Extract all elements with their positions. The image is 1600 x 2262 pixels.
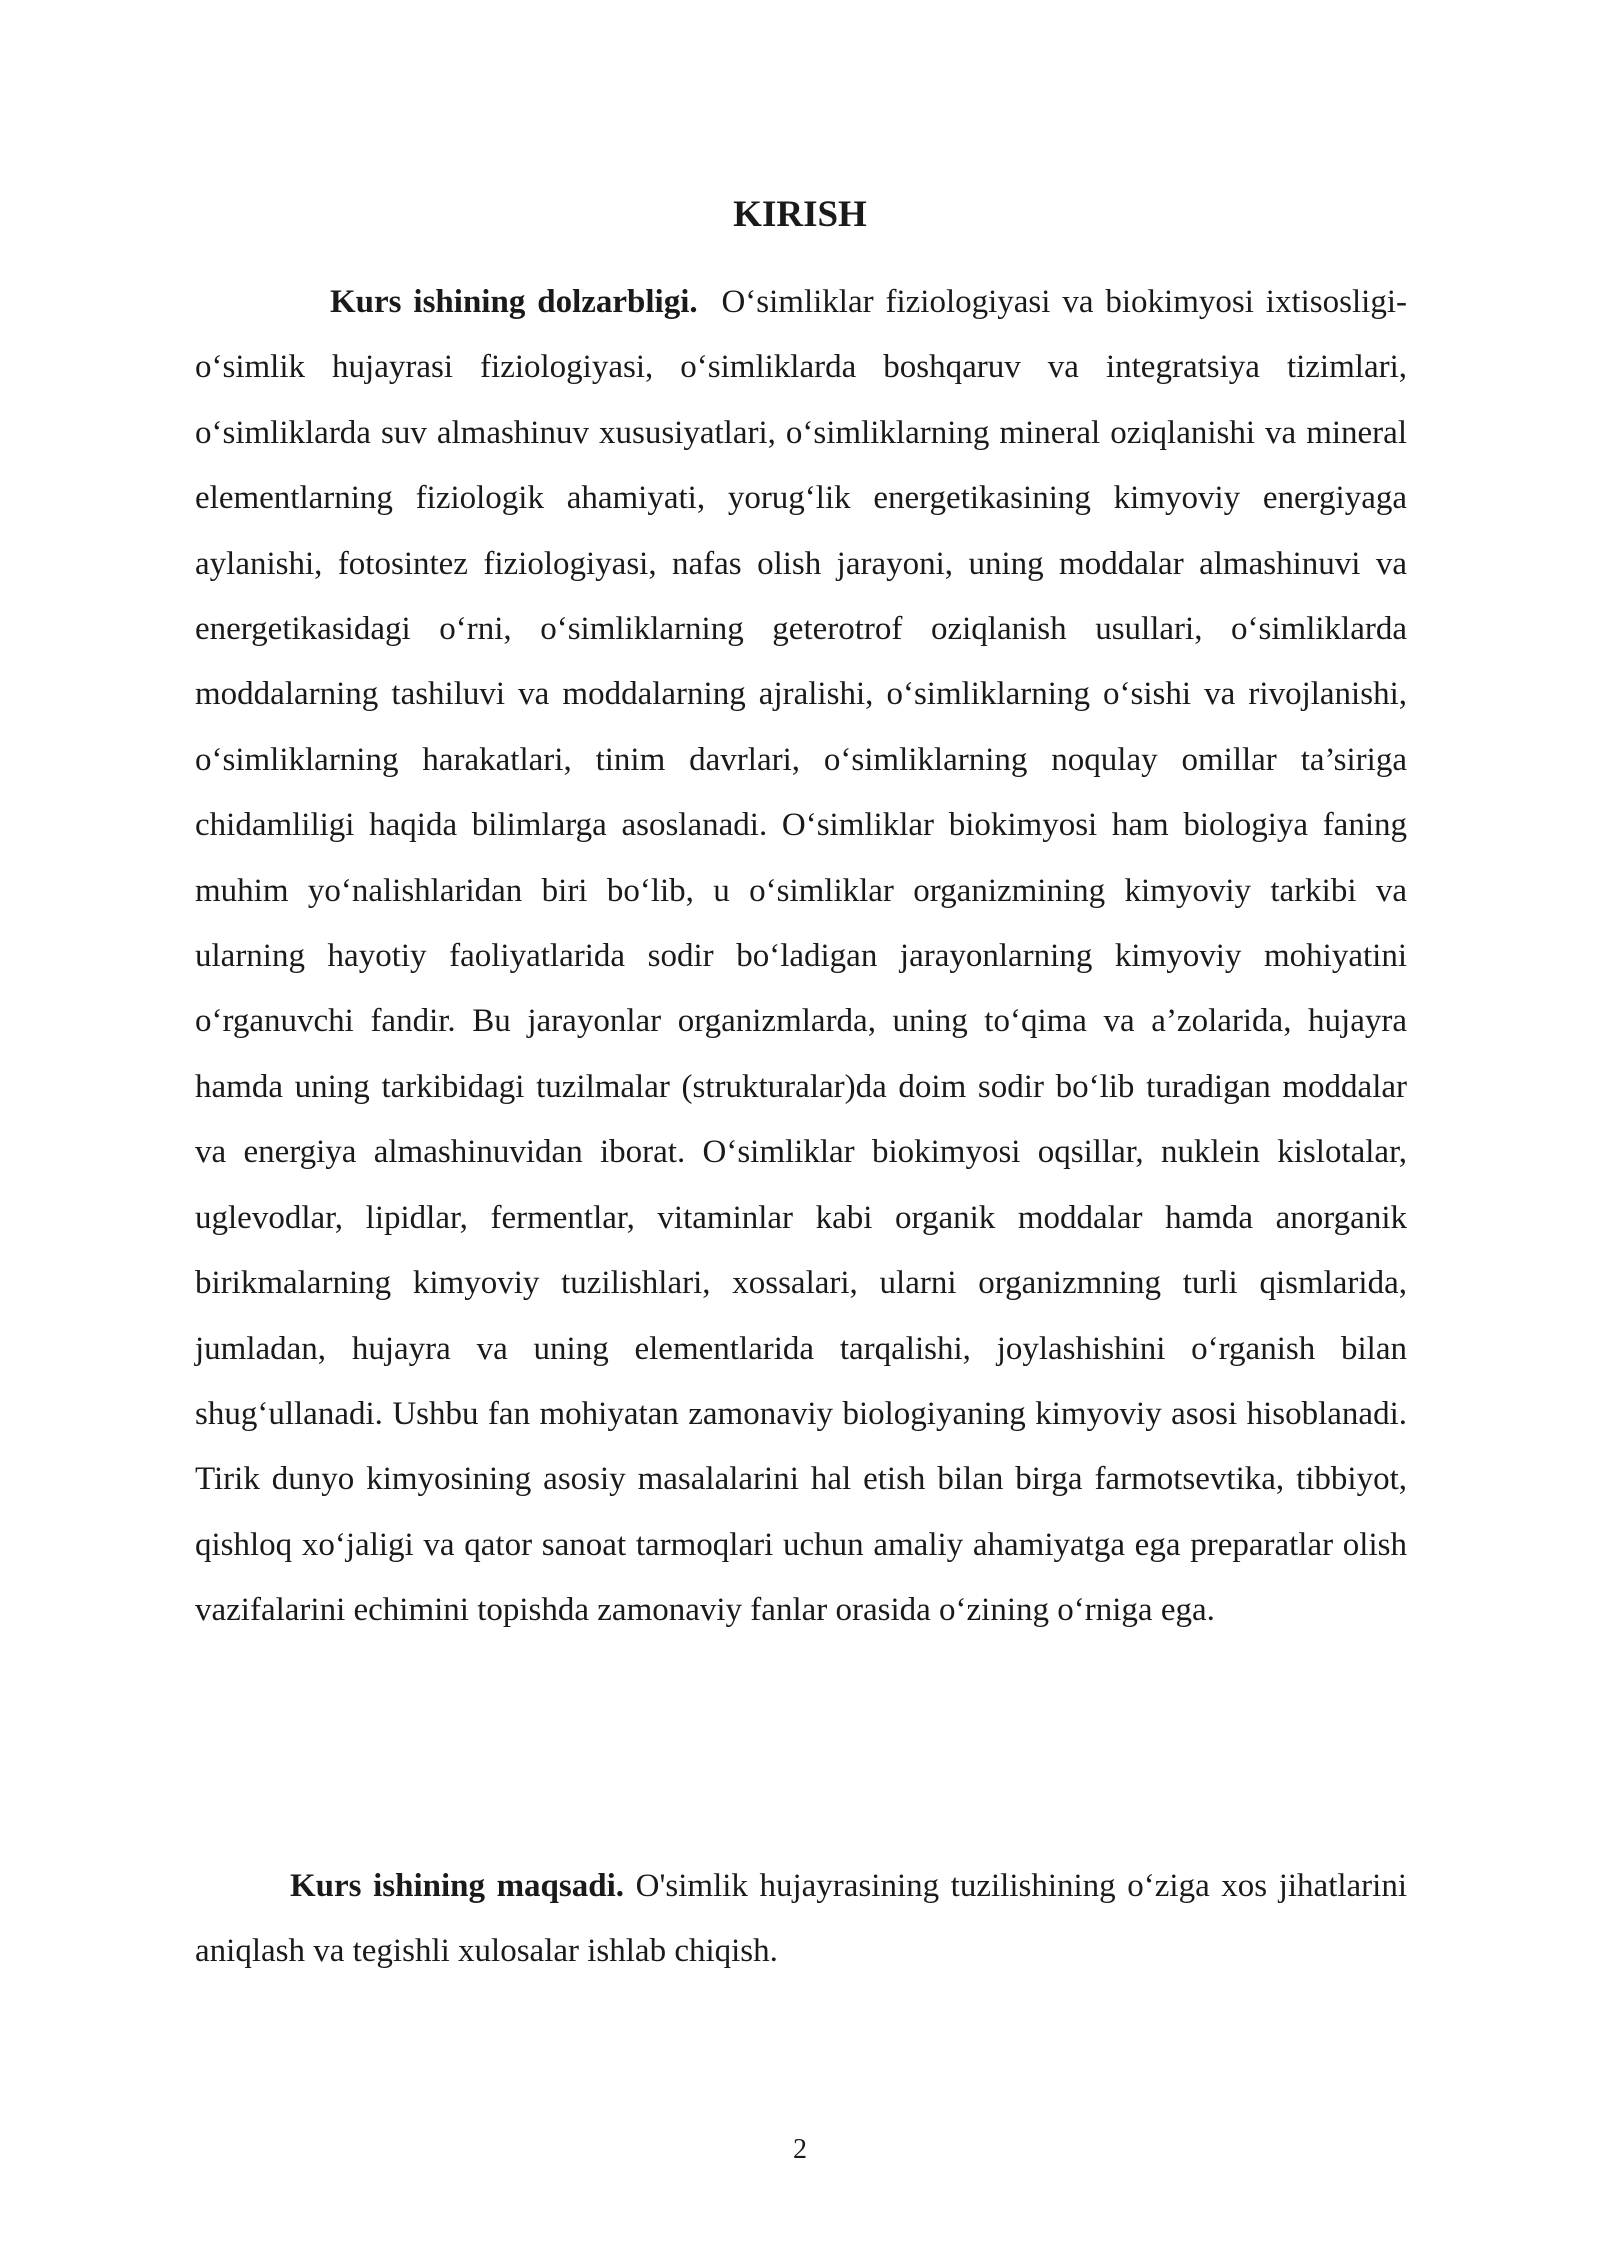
page-number: 2 <box>793 2134 807 2165</box>
paragraph-text-goal: O'simlik hujayrasining tuzilishining o‘ziga xos jihatlarini aniqlash va tegishli xulosalar ishlab chiqish. <box>195 1868 1408 1970</box>
paragraph-text-relevance: O‘simliklar fiziologiyasi va biokimyosi ixtisosligi- o‘simlik hujayrasi fiziologiyasi, o‘simliklarda boshqaruv va integratsiya tizimlari, o‘simliklarda suv almashinuv xususiyatlari, o‘simliklarning mineral oziqlanishi va mineral elementlarning fiziologik ahamiyati, yorug‘lik energetikasining kimyoviy energiyaga aylanishi, fotosintez fiziologiyasi, nafas olish jarayoni, uning moddalar almashinuvi va energetikasidagi o‘rni, o‘simliklarning geterotrof oziqlanish usullari, o‘simliklarda moddalarning tashiluvi va moddalarning ajralishi, o‘simliklarning o‘sishi va rivojlanishi, o‘simliklarning harakatlari, tinim davrlari, o‘simliklarning noqulay omillar ta’siriga chidamliligi haqida bilimlarga asoslanadi. O‘simliklar biokimyosi ham biologiya faning muhim yo‘nalishlaridan biri bo‘lib, u o‘simliklar organizmining kimyoviy tarkibi va ularning hayotiy faoliyatlarida sodir bo‘ladigan jarayonlarning kimyoviy mohiyatini o‘rganuvchi fandir. Bu jarayonlar organizmlarda, uning to‘qima va a’zolarida, hujayra hamda uning tarkibidagi tuzilmalar (strukturalar)da doim sodir bo‘lib turadigan moddalar va energiya almashinuvidan iborat. O‘simliklar biokimyosi oqsillar, nuklein kislotalar, uglevodlar, lipidlar, fermentlar, vitaminlar kabi organik moddalar hamda anorganik birikmalarning kimyoviy tuzilishlari, xossalari, ularni organizmning turli qismlarida, jumladan, hujayra va uning elementlarida tarqalishi, joylashishini o‘rganish bilan shug‘ullanadi. Ushbu fan mohiyatan zamonaviy biologiyaning kimyoviy asosi hisoblanadi. Tirik dunyo kimyosining asosiy masalalarini hal etish bilan birga farmotsevtika, tibbiyot, qishloq xo‘jaligi va qator sanoat tarmoqlari uchun amaliy ahamiyatga ega preparatlar olish vazifalarini echimini topishda zamonaviy fanlar orasida o‘zining o‘rniga ega. <box>195 284 1407 1629</box>
page-title: KIRISH <box>733 194 867 235</box>
paragraph-relevance <box>195 270 1407 1644</box>
paragraph-lead-relevance: Kurs ishining dolzarbligi. <box>330 284 698 320</box>
paragraph-lead-goal: Kurs ishining maqsadi. <box>290 1868 625 1904</box>
paragraph-goal <box>195 1854 1407 1985</box>
